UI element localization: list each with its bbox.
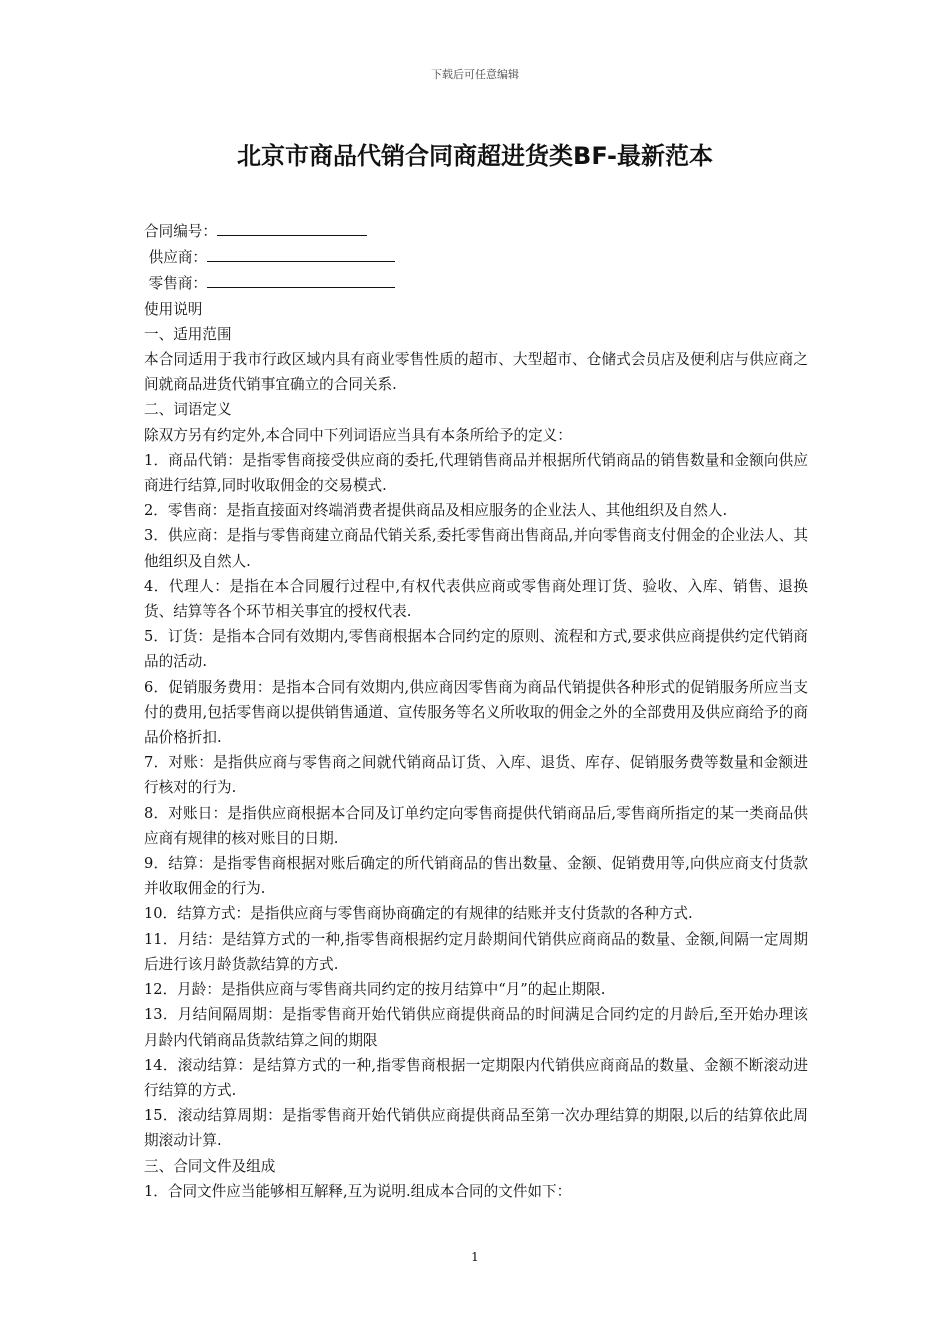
supplier-field bbox=[144, 244, 808, 270]
definition-10: 10．结算方式：是指供应商与零售商协商确定的有规律的结账并支付货款的各种方式. bbox=[144, 905, 693, 923]
contract-no-field bbox=[144, 218, 808, 244]
retailer-field bbox=[144, 270, 808, 296]
retailer-label: 零售商： bbox=[148, 275, 208, 293]
section-heading-1: 一、适用范围 bbox=[144, 325, 232, 343]
paragraph-definitions-intro: 除双方另有约定外,本合同中下列词语应当具有本条所给予的定义： bbox=[144, 426, 572, 444]
section-heading-3: 三、合同文件及组成 bbox=[144, 1157, 276, 1175]
definition-14: 14．滚动结算：是结算方式的一种,指零售商根据一定期限内代销供应商商品的数量、金额不断滚动进行结算的方式. bbox=[144, 1056, 808, 1099]
contract-no-label: 合同编号： bbox=[144, 223, 217, 240]
header-note: 下载后可任意编辑 bbox=[431, 68, 519, 81]
paragraph-contract-documents: 1．合同文件应当能够相互解释,互为说明.组成本合同的文件如下： bbox=[144, 1182, 572, 1200]
definition-13: 13．月结间隔周期：是指零售商开始代销供应商提供商品的时间满足合同约定的月龄后,至开始办理该月龄内代销商品货款结算之间的期限 bbox=[144, 1006, 808, 1049]
supplier-label: 供应商： bbox=[148, 249, 208, 267]
definition-11: 11．月结：是结算方式的一种,指零售商根据约定月龄期间代销供应商商品的数量、金额,间隔一定周期后进行该月龄货款结算的方式. bbox=[144, 930, 808, 973]
definition-4: 4．代理人：是指在本合同履行过程中,有权代表供应商或零售商处理订货、验收、入库、销售、退换货、结算等各个环节相关事宜的授权代表. bbox=[144, 577, 808, 621]
section-heading-2: 二、词语定义 bbox=[144, 401, 232, 419]
contract-no-blank[interactable] bbox=[217, 218, 367, 236]
definition-8: 8．对账日：是指供应商根据本合同及订单约定向零售商提供代销商品后,零售商所指定的某一类商品供应商有规律的核对账目的日期. bbox=[144, 804, 808, 847]
usage-heading: 使用说明 bbox=[144, 300, 203, 318]
definition-9: 9．结算：是指零售商根据对账后确定的所代销商品的售出数量、金额、促销费用等,向供应商支付货款并收取佣金的行为. bbox=[144, 855, 808, 898]
paragraph-scope: 本合同适用于我市行政区域内具有商业零售性质的超市、大型超市、仓储式会员店及便利店与供应商之间就商品进货代销事宜确立的合同关系. bbox=[144, 351, 808, 394]
page-number: 1 bbox=[471, 1250, 479, 1264]
retailer-blank[interactable] bbox=[207, 270, 395, 288]
definition-5: 5．订货：是指本合同有效期内,零售商根据本合同约定的原则、流程和方式,要求供应商提供约定代销商品的活动. bbox=[144, 628, 808, 671]
definition-1: 1．商品代销：是指零售商接受供应商的委托,代理销售商品并根据所代销商品的销售数量和金额向供应商进行结算,同时收取佣金的交易模式. bbox=[144, 451, 808, 495]
document-body bbox=[144, 218, 808, 1204]
definition-3: 3．供应商：是指与零售商建立商品代销关系,委托零售商出售商品,并向零售商支付佣金的企业法人、其他组织及自然人. bbox=[144, 527, 808, 570]
definition-15: 15．滚动结算周期：是指零售商开始代销供应商提供商品至第一次办理结算的期限,以后的结算依此周期滚动计算. bbox=[144, 1107, 808, 1150]
supplier-blank[interactable] bbox=[207, 244, 395, 262]
definition-12: 12．月龄：是指供应商与零售商共同约定的按月结算中“月”的起止期限. bbox=[144, 981, 606, 999]
document-title: 北京市商品代销合同商超进货类BF-最新范本 bbox=[237, 142, 713, 170]
definition-2: 2．零售商：是指直接面对终端消费者提供商品及相应服务的企业法人、其他组织及自然人. bbox=[144, 502, 728, 520]
definition-6: 6．促销服务费用：是指本合同有效期内,供应商因零售商为商品代销提供各种形式的促销服务所应当支付的费用,包括零售商以提供销售通道、宣传服务等名义所收取的佣金之外的全部费用及供应商给予的商品价格折扣. bbox=[144, 678, 808, 747]
definition-7: 7．对账：是指供应商与零售商之间就代销商品订货、入库、退货、库存、促销服务费等数量和金额进行核对的行为. bbox=[144, 754, 808, 797]
